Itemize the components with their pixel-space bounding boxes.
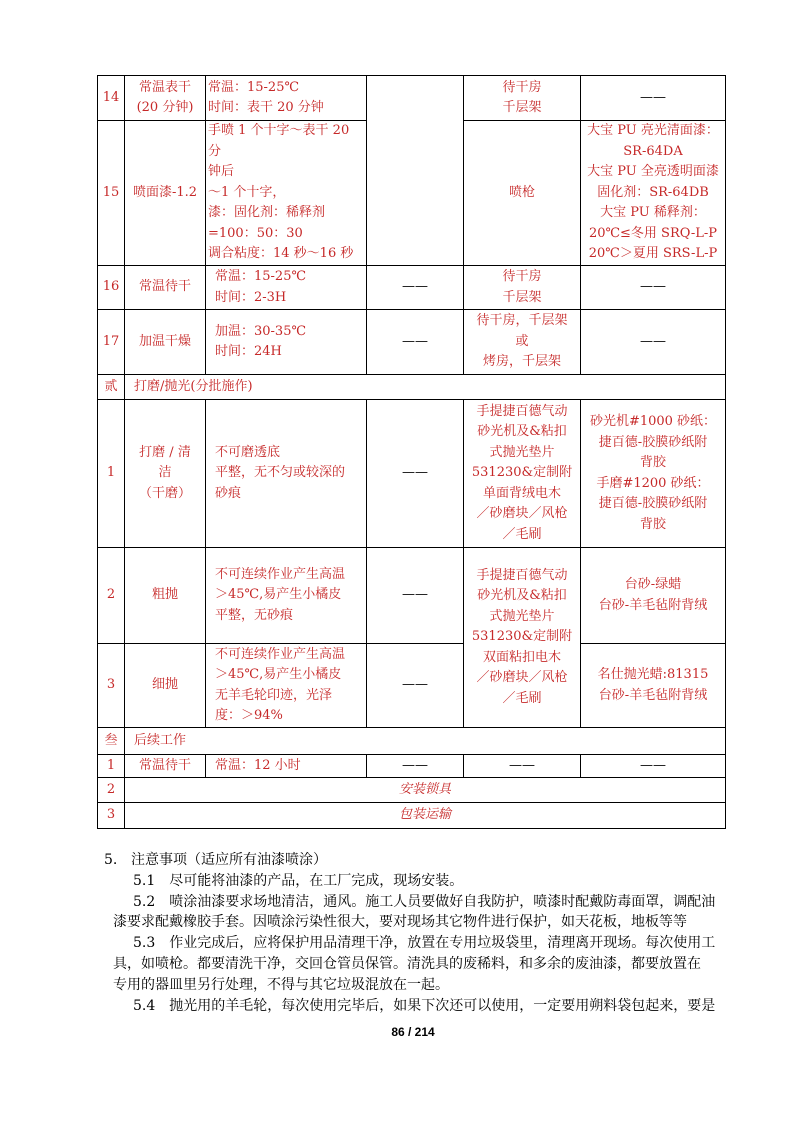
step-name: 加温干燥: [125, 310, 206, 375]
step-tool: 待干房，千层架 或 烤房，千层架: [464, 310, 581, 375]
step-number: 2: [98, 548, 125, 644]
step-number: 3: [98, 644, 125, 728]
step-material: 名仕抛光蜡:81315 台砂-羊毛毡附背绒: [581, 644, 726, 728]
note-line: [0, 912, 793, 933]
step-tool: 待干房 千层架: [464, 76, 581, 121]
step-material: ——: [581, 266, 726, 310]
step-tool: 待干房 千层架: [464, 266, 581, 310]
note-line: [0, 892, 793, 913]
step-equipment: ——: [367, 310, 464, 375]
step-number: 17: [98, 310, 125, 375]
section-header-row: [98, 728, 726, 755]
step-number: 2: [98, 778, 125, 803]
table-row: [98, 310, 726, 375]
step-material: 台砂-绿蜡 台砂-羊毛毡附背绒: [581, 548, 726, 644]
section-header-row: [98, 375, 726, 400]
step-params: 手喷 1 个十字～表干 20 分 钟后 ～1 个十字， 漆：固化剂：稀释剂 =100：50：30 调合粘度：14 秒～16 秒: [206, 121, 367, 266]
section-number: 叁: [98, 728, 125, 755]
note-line: [0, 996, 793, 1017]
step-material: ——: [581, 310, 726, 375]
table-row: [98, 400, 726, 548]
note-line: [0, 933, 793, 954]
page-number: 86 / 214: [391, 1025, 435, 1039]
note-text: 专用的器皿里另行处理，不得与其它垃圾混放在一起。: [113, 976, 449, 993]
step-tool: 喷枪: [464, 121, 581, 266]
step-tool: 手提捷百德气动 砂光机及&粘扣 式抛光垫片 531230&定制附 双面粘扣电木 ／砂磨块／风枪 ／毛刷: [464, 548, 581, 728]
step-name: 常温待干: [125, 266, 206, 310]
step-material: 大宝 PU 亮光清面漆： SR-64DA 大宝 PU 全亮透明面漆 固化剂：SR-64DB 大宝 PU 稀释剂： 20℃≤冬用 SRQ-L-P 20℃＞夏用 SRS-L-P: [581, 121, 726, 266]
notes-heading-text: 注意事项（适应所有油漆喷涂）: [131, 852, 327, 868]
note-text: 5.3 作业完成后，应将保护用品清理干净，放置在专用垃圾袋里，清理离开现场。每次使用工: [133, 935, 716, 952]
step-equipment: ——: [367, 644, 464, 728]
step-task: 安装锁具: [125, 778, 726, 803]
step-name: 打磨 / 清 洁 （干磨）: [125, 400, 206, 548]
note-line: [0, 975, 793, 996]
table-row: [98, 803, 726, 829]
step-equipment: ——: [367, 266, 464, 310]
step-material: ——: [581, 755, 726, 778]
section-number: 贰: [98, 375, 125, 400]
note-text: 5.1 尽可能将油漆的产品，在工厂完成，现场安装。: [133, 872, 464, 889]
note-text: 具，如喷枪。都要清洗干净，交回仓管员保管。清洗具的废稀料，和多余的废油漆，都要放置在: [113, 955, 701, 972]
step-task: 包装运输: [125, 803, 726, 829]
step-name: 常温表干 (20 分钟): [125, 76, 206, 121]
step-params: 常温：12 小时: [206, 755, 367, 778]
step-equipment: ——: [367, 400, 464, 548]
table-row: [98, 76, 726, 121]
section-title: 后续工作: [125, 728, 726, 755]
table-row: [98, 266, 726, 310]
step-equipment: ——: [367, 755, 464, 778]
table-row: [98, 644, 726, 728]
step-number: 16: [98, 266, 125, 310]
table-row: [98, 755, 726, 778]
table-row: [98, 548, 726, 644]
step-number: 14: [98, 76, 125, 121]
section-title: 打磨/抛光(分批施作): [125, 375, 726, 400]
step-number: 1: [98, 755, 125, 778]
step-equipment: ——: [367, 548, 464, 644]
step-tool: 手提捷百德气动 砂光机及&粘扣 式抛光垫片 531230&定制附 单面背绒电木 ／砂磨块／风枪 ／毛刷: [464, 400, 581, 548]
notes-heading-number: 5.: [104, 852, 118, 868]
step-name: 粗抛: [125, 548, 206, 644]
step-params: 常温：15-25℃ 时间：表干 20 分钟: [206, 76, 367, 121]
step-params: 常温：15-25℃ 时间：2-3H: [206, 266, 367, 310]
step-params: 不可磨透底 平整，无不匀或较深的 砂痕: [206, 400, 367, 548]
note-line: [0, 871, 793, 892]
step-params: 加温：30-35℃ 时间：24H: [206, 310, 367, 375]
step-params: 不可连续作业产生高温 ＞45℃,易产生小橘皮 平整，无砂痕: [206, 548, 367, 644]
step-number: 15: [98, 121, 125, 266]
step-name: 细抛: [125, 644, 206, 728]
note-line: [0, 954, 793, 975]
step-name: 常温待干: [125, 755, 206, 778]
notes-section: [0, 850, 793, 1016]
note-text: 5.2 喷涂油漆要求场地清洁，通风。施工人员要做好自我防护，喷漆时配戴防毒面罩，调配油: [133, 893, 716, 910]
step-equipment: [367, 76, 464, 266]
notes-heading: [0, 850, 793, 871]
note-text: 漆要求配戴橡胶手套。因喷涂污染性很大，要对现场其它物件进行保护，如天花板，地板等等: [113, 914, 687, 931]
step-name: 喷面漆-1.2: [125, 121, 206, 266]
process-table: [97, 75, 726, 829]
step-params: 不可连续作业产生高温 ＞45℃,易产生小橘皮 无羊毛轮印迹，光泽 度：＞94%: [206, 644, 367, 728]
step-material: ——: [581, 76, 726, 121]
step-material: 砂光机#1000 砂纸： 捷百德-胶膜砂纸附 背胶 手磨#1200 砂纸： 捷百德-胶膜砂纸附 背胶: [581, 400, 726, 548]
step-number: 3: [98, 803, 125, 829]
step-number: 1: [98, 400, 125, 548]
note-text: 5.4 抛光用的羊毛轮，每次使用完毕后，如果下次还可以使用，一定要用朔料袋包起来，要是: [133, 997, 716, 1014]
table-row: [98, 778, 726, 803]
step-tool: ——: [464, 755, 581, 778]
